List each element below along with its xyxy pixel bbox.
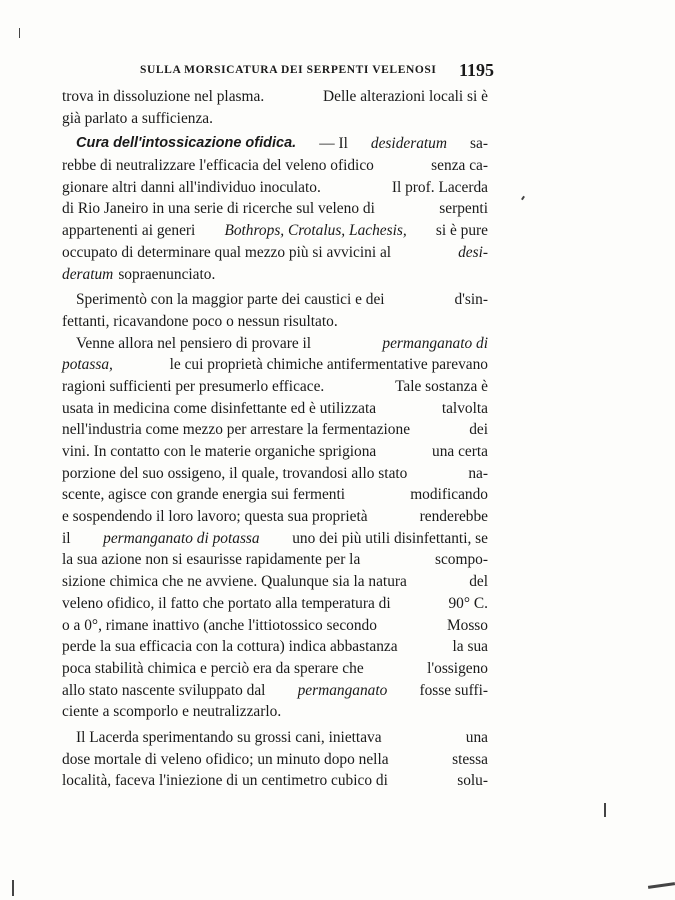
text-line: trova in dissoluzione nel plasma. Delle alterazioni locali si è — [62, 88, 488, 105]
text-line: usata in medicina come disinfettante ed è utilizzata talvolta — [62, 399, 488, 417]
page-number: 1195 — [458, 60, 494, 80]
text-line: Venne allora nel pensiero di provare il permanganato di — [76, 334, 488, 352]
text-line: nell'industria come mezzo per arrestare la fermentazione dei — [62, 421, 488, 439]
text-line: già parlato a sufficienza. — [62, 109, 213, 127]
text-line: il permanganato di potassa uno dei più utili disinfettanti, se — [62, 529, 488, 547]
running-title: SULLA MORSICATURA DEI SERPENTI VELENOSI — [140, 64, 437, 76]
page-body — [62, 86, 488, 792]
text-line: veleno ofidico, il fatto che portato alla temperatura di 90° C. — [62, 594, 488, 612]
text-line: ragioni sufficienti per presumerlo efficace. Tale sostanza è — [62, 377, 488, 395]
text-line: porzione del suo ossigeno, il quale, trovandosi allo stato na- — [62, 464, 488, 482]
text-line: poca stabilità chimica e perciò era da sperare che l'ossigeno — [62, 659, 488, 677]
text-line: allo stato nascente sviluppato dal permanganato fosse suffi- — [62, 681, 488, 699]
text-line: di Rio Janeiro in una serie di ricerche sul veleno di serpenti — [62, 200, 488, 218]
section-heading: Cura dell'intossicazione ofidica. — [76, 135, 297, 152]
text-line: fettanti, ricavandone poco o nessun risultato. — [62, 312, 338, 330]
text-line: deratum sopraenunciato. — [62, 265, 216, 283]
text-line: sizione chimica che ne avviene. Qualunque sia la natura del — [62, 573, 488, 591]
text-line: dose mortale di veleno ofidico; un minuto dopo nella stessa — [62, 750, 488, 768]
text-line: scente, agisce con grande energia sui fermenti modificando — [62, 486, 488, 504]
section-heading-line: Cura dell'intossicazione ofidica. — Il desideratum sa- — [62, 133, 488, 155]
text-line: appartenenti ai generi Bothrops, Crotalus, Lachesis, si è pure — [62, 222, 488, 240]
scan-speck — [19, 28, 20, 38]
running-header — [60, 60, 494, 82]
text-line: occupato di determinare qual mezzo più si avvicini al desi- — [62, 243, 488, 261]
text-line: perde la sua efficacia con la cottura) indica abbastanza la sua — [62, 638, 488, 656]
scan-speck — [12, 880, 14, 896]
text-line: Il Lacerda sperimentando su grossi cani, iniettava una — [76, 728, 488, 746]
text-line: o a 0°, rimane inattivo (anche l'ittiotossico secondo Mosso — [62, 616, 488, 634]
text-line: potassa, le cui proprietà chimiche antifermentative parevano — [62, 356, 488, 374]
text-line: Sperimentò con la maggior parte dei caustici e dei d'sin- — [76, 291, 488, 309]
text-line: gionare altri danni all'individuo inoculato. Il prof. Lacerda — [62, 178, 488, 196]
text-line: la sua azione non si esaurisse rapidamente per la scompo- — [62, 551, 488, 569]
text-line: rebbe di neutralizzare l'efficacia del veleno ofidico senza ca- — [62, 157, 488, 175]
scan-speck — [604, 803, 606, 817]
scan-edge-shadow — [648, 882, 675, 889]
text-line: località, faceva l'iniezione di un centimetro cubico di solu- — [62, 772, 488, 790]
text-line: ciente a scomporlo e neutralizzarlo. — [62, 703, 282, 721]
scan-speck — [521, 196, 525, 200]
text-line: e sospendendo il loro lavoro; questa sua proprietà renderebbe — [62, 508, 488, 526]
text-line: vini. In contatto con le materie organiche sprigiona una certa — [62, 443, 488, 460]
